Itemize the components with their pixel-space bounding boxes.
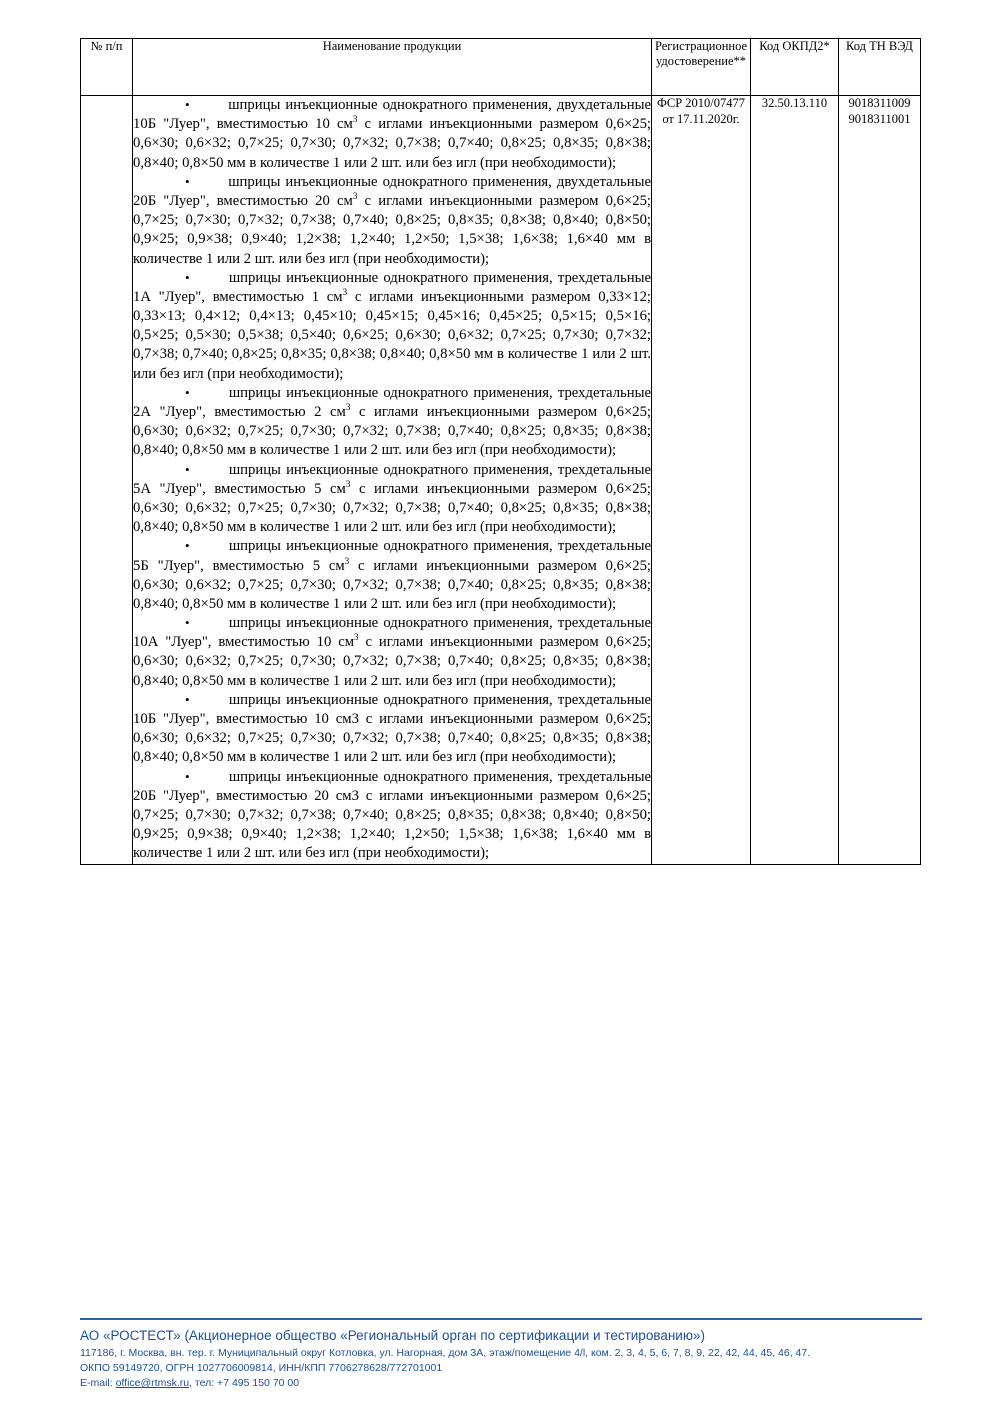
- list-item: [133, 173, 651, 269]
- table-header-row: [81, 39, 921, 96]
- footer-divider: [80, 1318, 922, 1320]
- list-item-text: шприцы инъекционные однократного применения, трехдетальные 5А "Луер", вместимостью 5 $см^3$ с иглами инъекционными размером 0,6×25; 0,6×30; 0,6×32; 0,7×25; 0,7×30; 0,7×32; 0,7×38; 0,7×40; 0,8×25; 0,8×35; 0,8×38; 0,8×40; 0,8×50 мм в количестве 1 или 2 шт. или без игл (при необходимости);: [133, 461, 651, 536]
- tnved-code-1: 9018311009: [848, 96, 911, 110]
- list-item-text: шприцы инъекционные однократного применения, двухдетальные 20Б "Луер", вместимостью 20 $см^3$ с иглами инъекционными размером 0,6×25; 0,7×25; 0,7×30; 0,7×32; 0,7×38; 0,7×40; 0,8×25; 0,8×35; 0,8×38; 0,8×40; 0,8×50; 0,9×25; 0,9×38; 0,9×40; 1,2×38; 1,2×40; 1,2×50; 1,5×38; 1,6×38; 1,6×40 мм в количестве 1 или 2 шт. или без игл (при необходимости);: [133, 173, 651, 267]
- list-item: [133, 461, 651, 538]
- list-item-text: шприцы инъекционные однократного применения, трехдетальные 10А "Луер", вместимостью 10 $см^3$ с иглами инъекционными размером 0,6×25; 0,6×30; 0,6×32; 0,7×25; 0,7×30; 0,7×32; 0,7×38; 0,7×40; 0,8×25; 0,8×35; 0,8×38; 0,8×40; 0,8×50 мм в количестве 1 или 2 шт. или без игл (при необходимости);: [133, 615, 651, 689]
- bullet-icon: •: [185, 615, 190, 631]
- footer-phone: , тел: +7 495 150 70 00: [189, 1377, 300, 1390]
- tnved-code-2: 9018311001: [848, 111, 911, 126]
- footer-company: АО «РОСТЕСТ» (Акционерное общество «Региональный орган по сертификации и тестированию»): [80, 1328, 705, 1343]
- list-item-text: шприцы инъекционные однократного применения, трехдетальные 20Б "Луер", вместимостью 20 см3 с иглами инъекционными размером 0,6×25; 0,7×25; 0,7×30; 0,7×32; 0,7×38; 0,7×40; 0,8×25; 0,8×35; 0,8×38; 0,8×40; 0,8×50; 0,9×25; 0,9×38; 0,9×40; 1,2×38; 1,2×40; 1,2×50; 1,5×38; 1,6×38; 1,6×40 мм в количестве 1 или 2 шт. или без игл (при необходимости);: [133, 768, 651, 862]
- bullet-icon: •: [185, 384, 190, 400]
- cell-tnved: [839, 96, 921, 865]
- bullet-icon: •: [185, 538, 190, 554]
- footer-contacts: [80, 1376, 922, 1391]
- list-item-text: шприцы инъекционные однократного применения, трехдетальные 10Б "Луер", вместимостью 10 см3 с иглами инъекционными размером 0,6×25; 0,6×30; 0,6×32; 0,7×25; 0,7×30; 0,7×32; 0,7×38; 0,7×40; 0,8×25; 0,8×35; 0,8×38; 0,8×40; 0,8×50 мм в количестве 1 или 2 шт. или без игл (при необходимости);: [133, 691, 651, 766]
- header-tnved: Код ТН ВЭД: [839, 39, 921, 96]
- list-item: [133, 384, 651, 461]
- footer-codes: ОКПО 59149720, ОГРН 1027706009814, ИНН/КПП 7706278628/772701001: [80, 1362, 443, 1375]
- bullet-icon: •: [185, 97, 190, 113]
- products-table: [80, 38, 921, 865]
- list-item: [133, 96, 651, 173]
- header-reg: Регистрационное удостоверение**: [652, 39, 751, 96]
- list-item-text: шприцы инъекционные однократного применения, трехдетальные 5Б "Луер", вместимостью 5 $см^3$ с иглами инъекционными размером 0,6×25; 0,6×30; 0,6×32; 0,7×25; 0,7×30; 0,7×32; 0,7×38; 0,7×40; 0,8×25; 0,8×35; 0,8×38; 0,8×40; 0,8×50 мм в количестве 1 или 2 шт. или без игл (при необходимости);: [133, 538, 651, 612]
- bullet-icon: •: [185, 461, 190, 477]
- bullet-icon: •: [185, 269, 190, 285]
- footer-email-link[interactable]: office@rtmsk.ru: [115, 1377, 190, 1390]
- list-item: [133, 614, 651, 691]
- cell-registration: ФСР 2010/07477 от 17.11.2020г.: [652, 96, 751, 865]
- table-row: [81, 96, 921, 865]
- bullet-icon: •: [185, 768, 190, 784]
- page-footer: [80, 1318, 922, 1392]
- list-item-text: шприцы инъекционные однократного применения, трехдетальные 1А "Луер", вместимостью 1 $см^3$ с иглами инъекционными размером 0,33×12; 0,33×13; 0,4×12; 0,4×13; 0,45×10; 0,45×15; 0,45×16; 0,45×25; 0,5×15; 0,5×16; 0,5×25; 0,5×30; 0,5×38; 0,5×40; 0,6×25; 0,6×30; 0,6×32; 0,7×25; 0,7×30; 0,7×32; 0,7×38; 0,7×40; 0,8×25; 0,8×35; 0,8×38; 0,8×40; 0,8×50 мм в количестве 1 или 2 шт. или без игл (при необходимости);: [133, 269, 651, 382]
- footer-email-label: E-mail:: [80, 1377, 113, 1390]
- header-okpd: Код ОКПД2*: [751, 39, 839, 96]
- bullet-icon: •: [185, 173, 190, 189]
- cell-num: [81, 96, 133, 865]
- cell-product-list: [133, 96, 652, 865]
- list-item: [133, 269, 651, 384]
- list-item-text: шприцы инъекционные однократного применения, двухдетальные 10Б "Луер", вместимостью 10 $см^3$ с иглами инъекционными размером 0,6×25; 0,6×30; 0,6×32; 0,7×25; 0,7×30; 0,7×32; 0,7×38; 0,7×40; 0,8×25; 0,8×35; 0,8×38; 0,8×40; 0,8×50 мм в количестве 1 или 2 шт. или без игл (при необходимости);: [133, 97, 651, 171]
- list-item: [133, 537, 651, 614]
- cell-okpd: 32.50.13.110: [751, 96, 839, 865]
- bullet-icon: •: [185, 691, 190, 707]
- header-num: № п/п: [81, 39, 133, 96]
- list-item: [133, 691, 651, 768]
- header-name: Наименование продукции: [133, 39, 652, 96]
- list-item: [133, 768, 651, 864]
- list-item-text: шприцы инъекционные однократного применения, трехдетальные 2А "Луер", вместимостью 2 $см^3$ с иглами инъекционными размером 0,6×25; 0,6×30; 0,6×32; 0,7×25; 0,7×30; 0,7×32; 0,7×38; 0,7×40; 0,8×25; 0,8×35; 0,8×38; 0,8×40; 0,8×50 мм в количестве 1 или 2 шт. или без игл (при необходимости);: [133, 384, 651, 459]
- footer-address: 117186, г. Москва, вн. тер. г. Муниципальный округ Котловка, ул. Нагорная, дом 3А, этаж/помещение 4/l, ком. 2, 3, 4, 5, 6, 7, 8, 9, 22, 42, 44, 45, 46, 47.: [80, 1347, 811, 1359]
- product-items: [133, 96, 651, 864]
